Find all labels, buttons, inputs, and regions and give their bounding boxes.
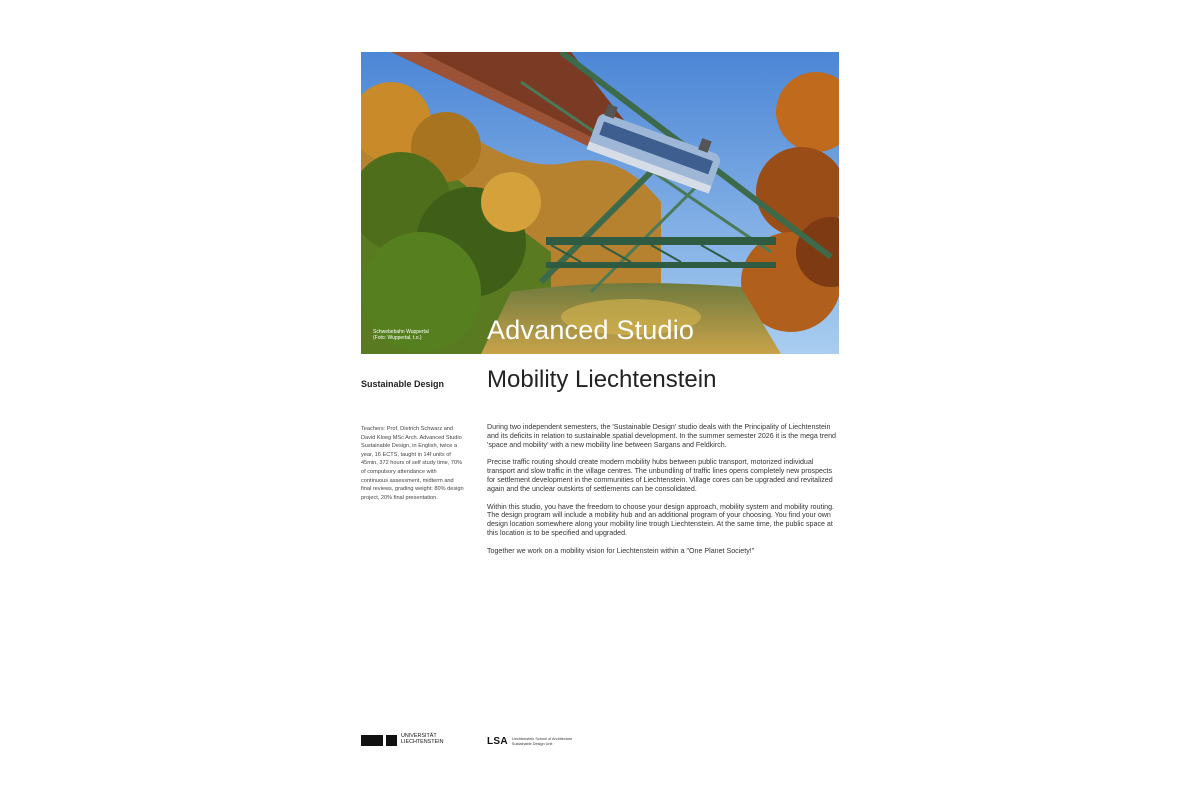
university-name-line1: UNIVERSITÄT [401,733,437,740]
paragraph: Together we work on a mobility vision for Liechtenstein within a "One Planet Society!" [487,546,755,555]
hero-title: Advanced Studio [487,315,695,345]
lsa-name-line2: Sustainable Design Unit [511,741,553,746]
teachers-info: Teachers: Prof. Dietrich Schwarz and David Kloeg MSc Arch. Advanced Studio Sustainable Design, in English, twice a year, 16 ECTS, taught in 14f units of 45min, 372 hours of self study time, 70% of compulsory attendance with continuous assessment, midterm and final reviews, grading weight: 80% design project, 20% final presentation. [361,426,464,501]
lsa-name [512,737,572,746]
photo-credit [373,329,453,341]
lsa-logo [487,736,572,747]
page-title: Mobility Liechtenstein [487,366,717,393]
suspension-railway-photo [361,52,839,354]
paragraph: Within this studio, you have the freedom to choose your design approach, mobility system and mobility routing. The design program will include a mobility hub and an additional program of your choosing. You find your own design location somewhere along your mobility line trough Liechtenstein. At the same time, the public space at this location is to be specified and upgraded. [487,502,834,537]
logo-square-shape [386,735,397,746]
university-logo [361,732,444,748]
lsa-mark: LSA [487,736,508,747]
poster-page [361,52,839,752]
lsa-name-line1: Liechtenstein School of Architecture [511,737,573,742]
photo-credit-line2: (Foto: Wuppertal, t.o.) [373,335,422,341]
university-name-line2: LIECHTENSTEIN [401,739,444,745]
section-label: Sustainable Design [361,379,445,389]
logo-block-shape [361,735,383,746]
paragraph: During two independent semesters, the 'Sustainable Design' studio deals with the Principality of Liechtenstein and its deficits in relation to sustainable spatial development. In the summer semester 2026 it is the mega trend 'space and mobility' with a new mobility line between Sargans and Feldkirch. [487,423,836,449]
body-text [487,423,839,565]
university-name [401,734,444,746]
photo-credit-line1: Schwebebahn Wuppertal [373,329,429,335]
hero-image [361,52,839,354]
paragraph: Precise traffic routing should create modern mobility hubs between public transport, motorized individual transport and slow traffic in the village centres. The unbundling of traffic lines opens completely new prospects for settlement development in the communities of Liechtenstein. Village cores can be upgraded and revitalized again and the unclear outskirts of settlements can be consolidated. [487,458,833,493]
